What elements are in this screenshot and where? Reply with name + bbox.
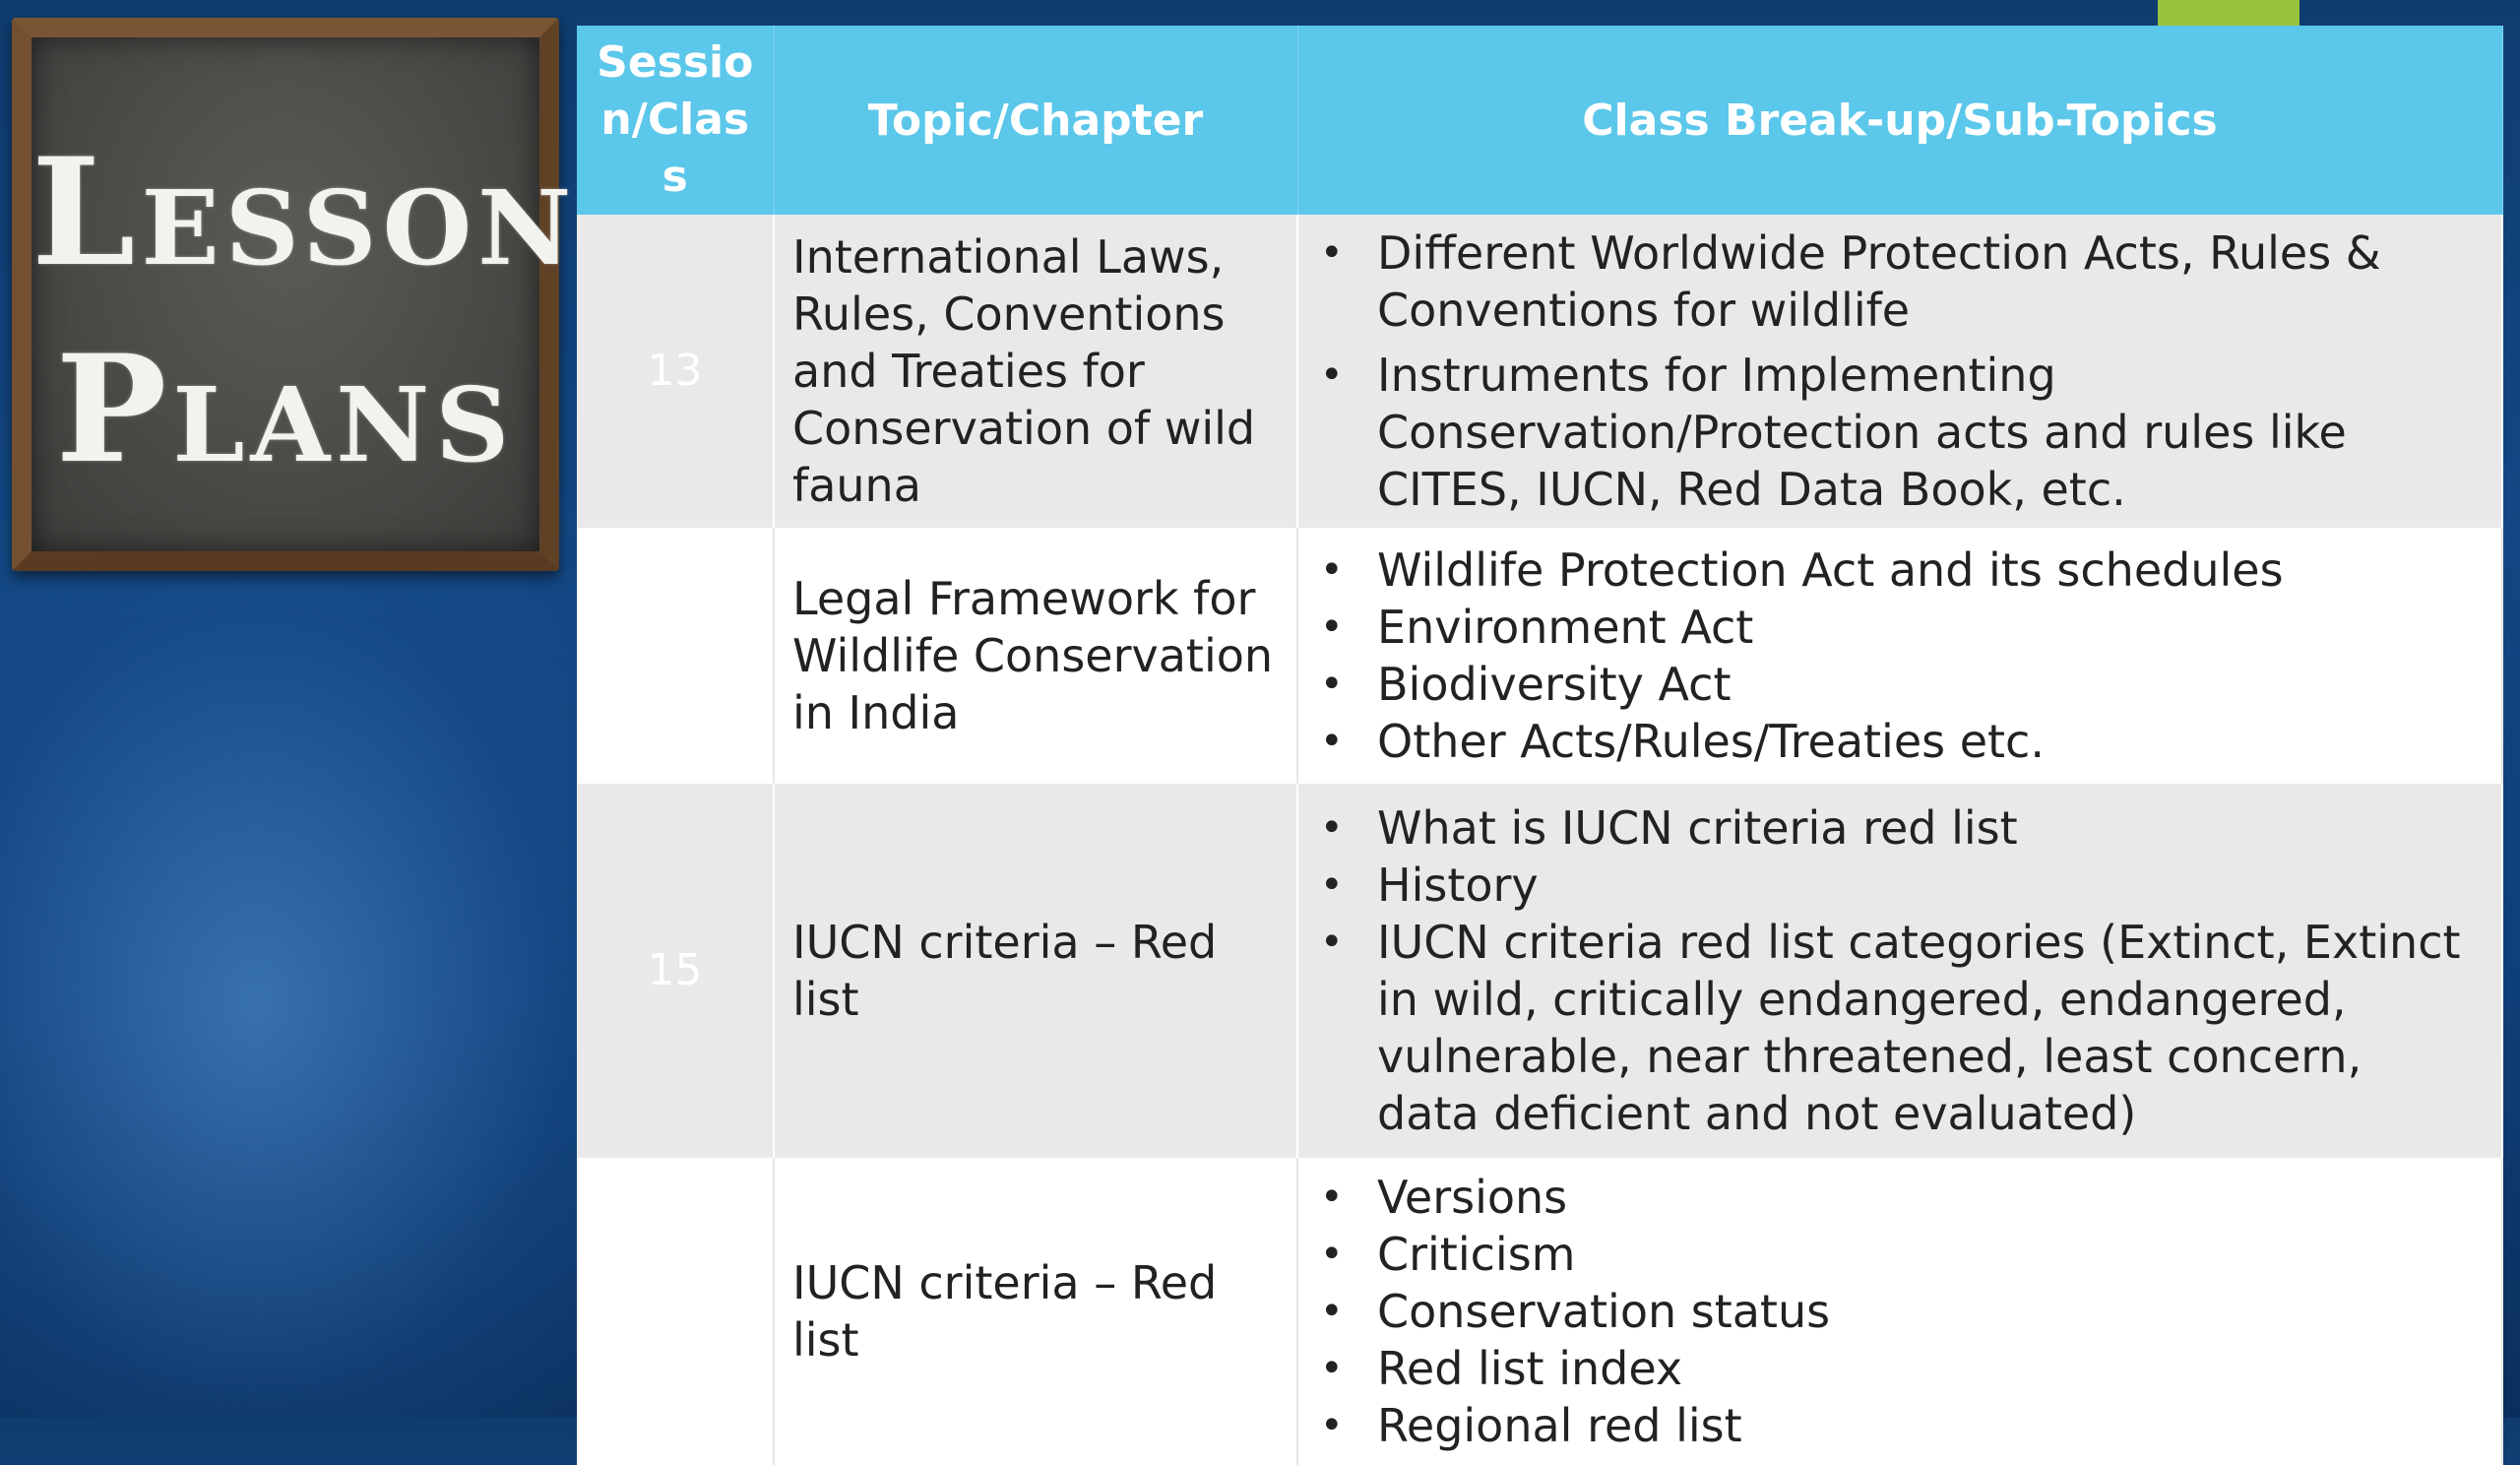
table-row [577, 215, 2502, 528]
subtopic-item: • Versions [1316, 1169, 2472, 1226]
subtopics-cell [1297, 784, 2502, 1158]
session-cell: 13 [577, 215, 774, 528]
chalk-rest-esson: ESSON [141, 167, 578, 288]
chalk-initial-l: L [32, 126, 142, 299]
table-row [577, 1158, 2502, 1465]
chalk-initial-p: P [55, 323, 173, 496]
subtopic-item: • Environment Act [1316, 599, 2472, 656]
session-cell [577, 528, 774, 784]
lesson-plan-table [577, 26, 2503, 1465]
subtopic-item: • Conservation status [1316, 1283, 2472, 1340]
table-row [577, 528, 2502, 784]
subtopic-list [1316, 541, 2472, 770]
subtopics-cell [1297, 1158, 2502, 1465]
subtopic-list [1316, 1169, 2472, 1454]
topic-cell: IUCN criteria – Red list [774, 784, 1297, 1158]
chalk-line-plans [32, 323, 539, 496]
lesson-plans-chalkboard [12, 18, 578, 571]
subtopic-item: • Regional red list [1316, 1397, 2472, 1454]
header-topic: Topic/Chapter [774, 26, 1297, 215]
session-cell: 15 [577, 784, 774, 1158]
subtopic-item: • Instruments for Implementing Conservation/Protection acts and rules like CITES, IUCN, Red Data Book, etc. [1316, 347, 2472, 518]
subtopic-item: • Wildlife Protection Act and its schedules [1316, 541, 2472, 599]
subtopic-list [1316, 799, 2472, 1142]
subtopic-item: • Biodiversity Act [1316, 656, 2472, 713]
header-subtopics: Class Break-up/Sub-Topics [1297, 26, 2502, 215]
subtopics-cell [1297, 215, 2502, 528]
subtopics-cell [1297, 528, 2502, 784]
topic-cell: Legal Framework for Wildlife Conservation in India [774, 528, 1297, 784]
subtopic-item: • IUCN criteria red list categories (Extinct, Extinct in wild, critically endangered, endangered, vulnerable, near threatened, least concern, data deficient and not evaluated) [1316, 914, 2472, 1142]
top-accent-bar [2158, 0, 2300, 26]
chalk-rest-lans: LANS [172, 364, 516, 485]
subtopic-item: • Red list index [1316, 1340, 2472, 1397]
topic-cell: International Laws, Rules, Conventions and Treaties for Conservation of wild fauna [774, 215, 1297, 528]
subtopic-item: • Criticism [1316, 1226, 2472, 1283]
lesson-plan-table-panel [577, 26, 2502, 1452]
subtopic-item: • What is IUCN criteria red list [1316, 799, 2472, 857]
subtopic-item: • Different Worldwide Protection Acts, Rules & Conventions for wildlife [1316, 224, 2472, 339]
subtopic-item: • Other Acts/Rules/Treaties etc. [1316, 713, 2472, 770]
session-cell [577, 1158, 774, 1465]
chalk-line-lesson [32, 126, 578, 299]
topic-cell: IUCN criteria – Red list [774, 1158, 1297, 1465]
subtopic-list [1316, 224, 2472, 518]
table-header-row [577, 26, 2502, 215]
subtopic-item: • History [1316, 857, 2472, 914]
header-session: Session/Class [577, 26, 774, 215]
table-row [577, 784, 2502, 1158]
